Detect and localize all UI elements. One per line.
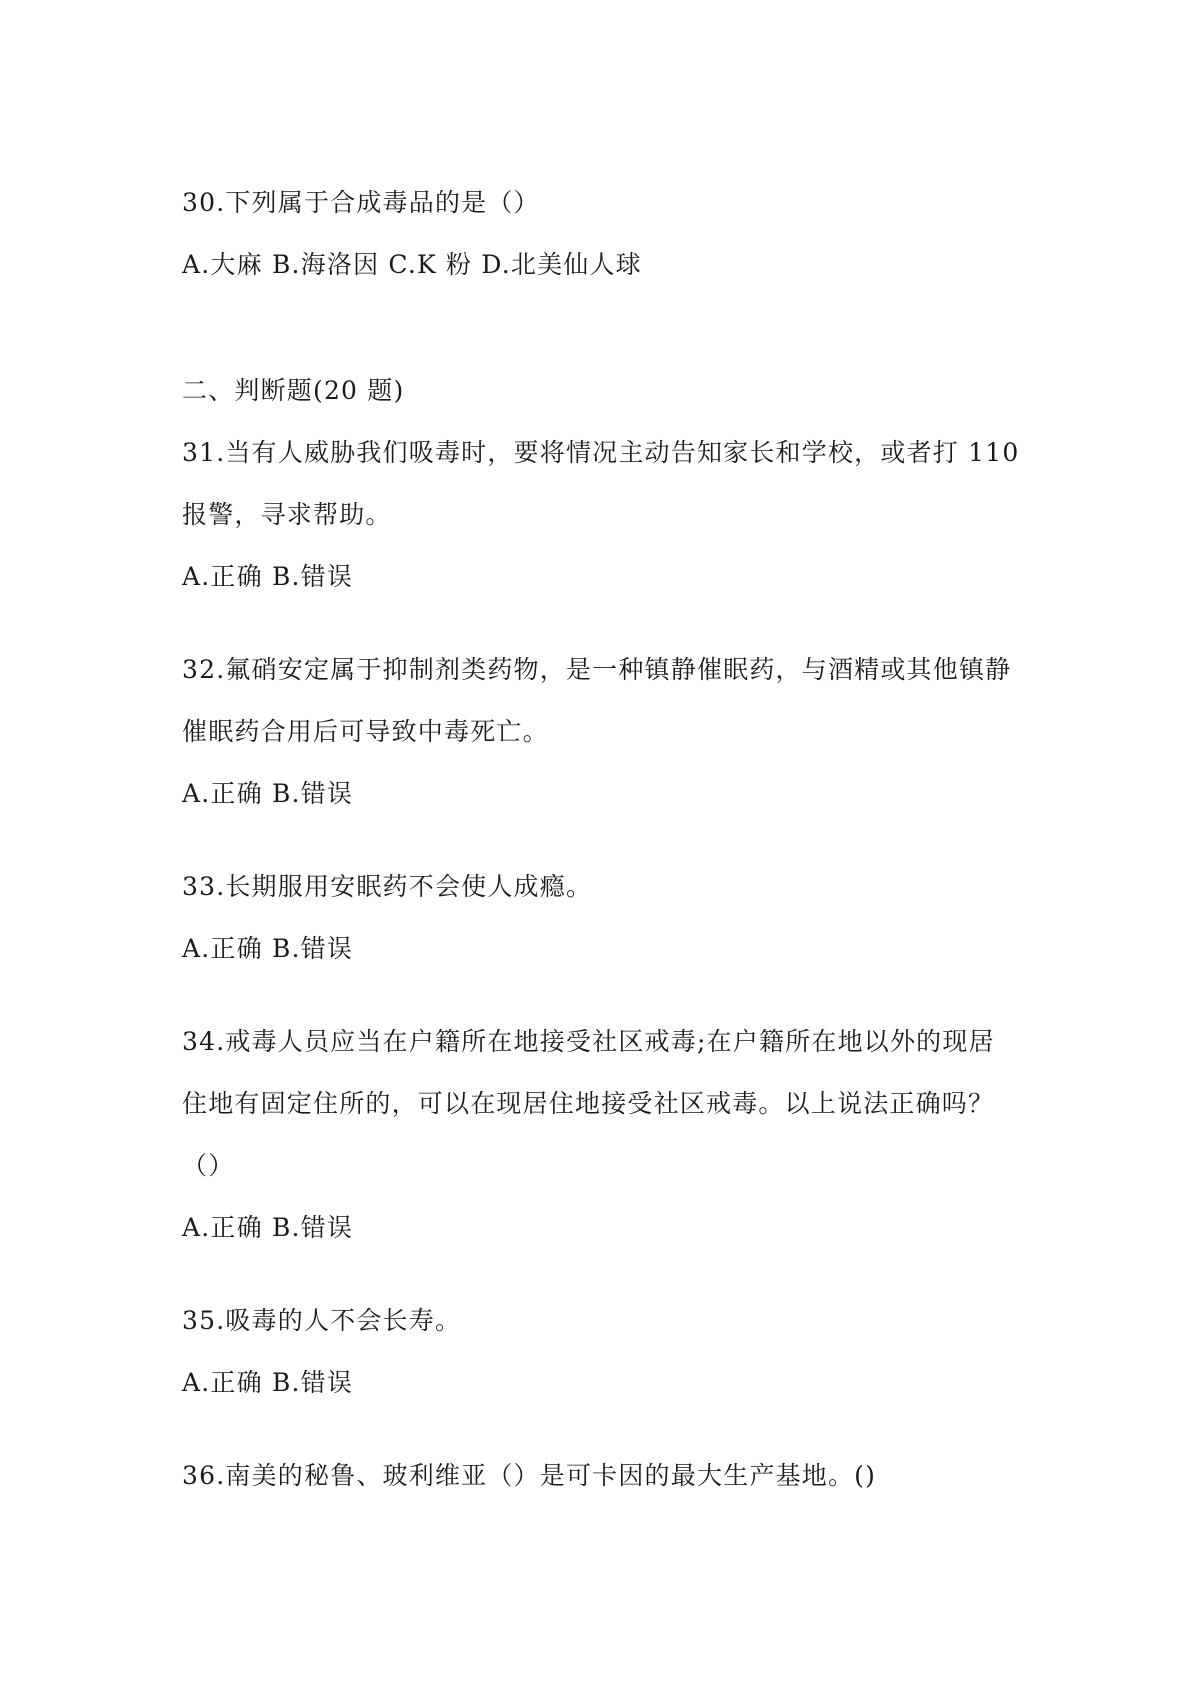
- question-34-text-line2: 住地有固定住所的，可以在现居住地接受社区戒毒。以上说法正确吗？: [182, 1089, 995, 1118]
- question-35-text: 35.吸毒的人不会长寿。: [182, 1306, 462, 1335]
- question-30-text: 30.下列属于合成毒品的是（）: [182, 188, 540, 217]
- question-33-text: 33.长期服用安眠药不会使人成瘾。: [182, 872, 593, 901]
- question-34-options: A.正确 B.错误: [182, 1213, 354, 1242]
- question-32-text-line2: 催眠药合用后可导致中毒死亡。: [182, 717, 549, 746]
- question-35-options: A.正确 B.错误: [182, 1368, 354, 1397]
- question-34-text-line1: 34.戒毒人员应当在户籍所在地接受社区戒毒;在户籍所在地以外的现居: [182, 1027, 995, 1056]
- question-31-text-line2: 报警，寻求帮助。: [182, 500, 392, 529]
- question-33-options: A.正确 B.错误: [182, 934, 354, 963]
- question-31-options: A.正确 B.错误: [182, 562, 354, 591]
- question-31-text-line1: 31.当有人威胁我们吸毒时，要将情况主动告知家长和学校，或者打 110: [182, 438, 1020, 467]
- question-30-options: A.大麻 B.海洛因 C.K 粉 D.北美仙人球: [182, 250, 642, 279]
- question-32-options: A.正确 B.错误: [182, 779, 354, 808]
- question-34-text-line3: （）: [182, 1151, 235, 1180]
- question-36-text: 36.南美的秘鲁、玻利维亚（）是可卡因的最大生产基地。(): [182, 1461, 877, 1490]
- section-heading: 二、判断题(20 题): [182, 376, 405, 405]
- question-32-text-line1: 32.氟硝安定属于抑制剂类药物，是一种镇静催眠药，与酒精或其他镇静: [182, 655, 1012, 684]
